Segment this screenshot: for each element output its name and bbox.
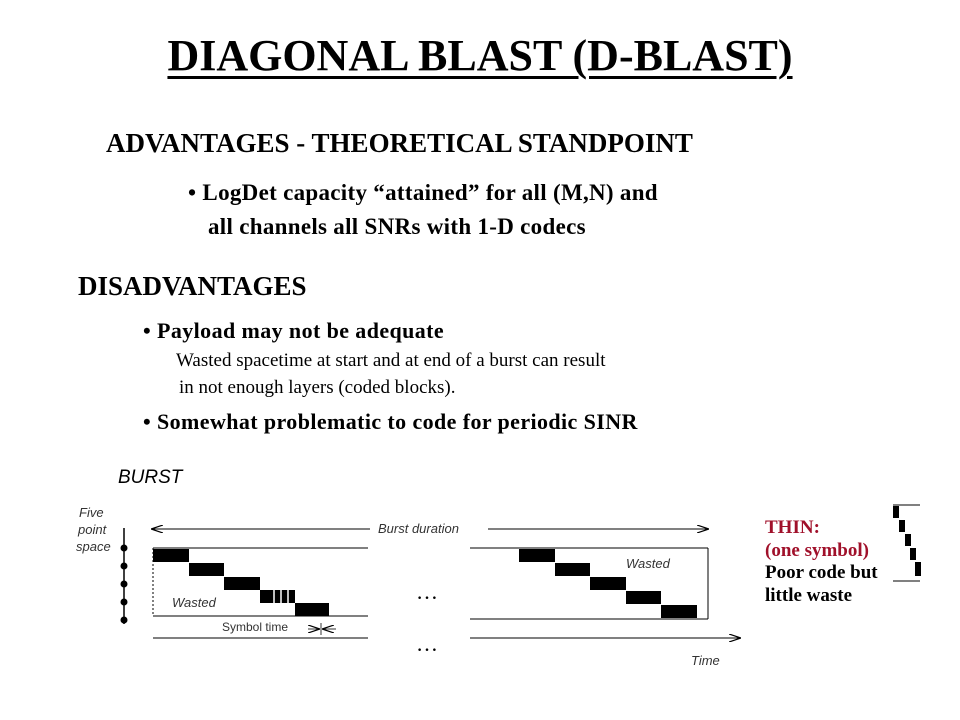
layer-block — [224, 577, 260, 590]
layer-block — [519, 549, 555, 562]
layer-block — [153, 549, 189, 562]
ellipsis-top: … — [416, 579, 438, 604]
disadvantages-bullet-2-text: Somewhat problematic to code for periodic SINR — [157, 409, 638, 434]
burst-label: BURST — [118, 467, 183, 488]
layer-block — [590, 577, 626, 590]
layer-block — [555, 563, 590, 576]
five-point-label-line3: space — [76, 539, 111, 554]
disadvantages-bullet-1-sub-line1: Wasted spacetime at start and at end of a burst can result — [176, 350, 606, 371]
disadvantages-bullet-1-sub-line2: in not enough layers (coded blocks). — [179, 377, 456, 398]
space-point — [121, 599, 128, 606]
thin-layer-block — [893, 506, 899, 518]
advantages-heading: ADVANTAGES - THEORETICAL STANDPOINT — [106, 128, 693, 158]
burst-duration-label: Burst duration — [378, 521, 459, 536]
disadvantages-heading: DISADVANTAGES — [78, 271, 307, 301]
layer-block — [260, 590, 295, 603]
thin-layer-block — [905, 534, 911, 546]
thin-layer-block — [915, 562, 921, 576]
slide-title-text: DIAGONAL BLAST (D-BLAST) — [167, 31, 793, 80]
wasted-right-label: Wasted — [626, 556, 670, 571]
ellipsis-bottom: … — [416, 631, 438, 656]
right-diagonal-layers — [519, 549, 697, 618]
wasted-left-label: Wasted — [172, 595, 216, 610]
five-point-label-line2: point — [78, 522, 107, 537]
space-point — [121, 563, 128, 570]
bullet-glyph: • — [188, 180, 197, 205]
space-point — [121, 581, 128, 588]
thin-staircase — [893, 505, 921, 581]
bullet-glyph: • — [143, 409, 152, 434]
thin-note-line4: little waste — [765, 585, 853, 606]
symbol-time-label: Symbol time — [222, 620, 289, 634]
space-point — [121, 617, 128, 624]
thin-layer-block — [910, 548, 916, 560]
layer-block — [295, 603, 329, 616]
advantages-bullet-line1: LogDet capacity “attained” for all (M,N) and — [202, 180, 658, 205]
thin-layer-block — [899, 520, 905, 532]
time-axis-label: Time — [691, 653, 720, 668]
thin-note-line1: THIN: — [765, 517, 820, 538]
thin-note-line3: Poor code but — [765, 562, 878, 583]
disadvantages-bullet-1-text: Payload may not be adequate — [157, 318, 445, 343]
advantages-bullet-line2: all channels all SNRs with 1-D codecs — [208, 214, 586, 239]
layer-block — [626, 591, 661, 604]
layer-block — [661, 605, 697, 618]
five-point-label-line1: Five — [79, 505, 104, 520]
space-point — [121, 545, 128, 552]
thin-note-line2: (one symbol) — [765, 540, 869, 561]
bullet-glyph: • — [143, 318, 152, 343]
layer-block — [189, 563, 224, 576]
